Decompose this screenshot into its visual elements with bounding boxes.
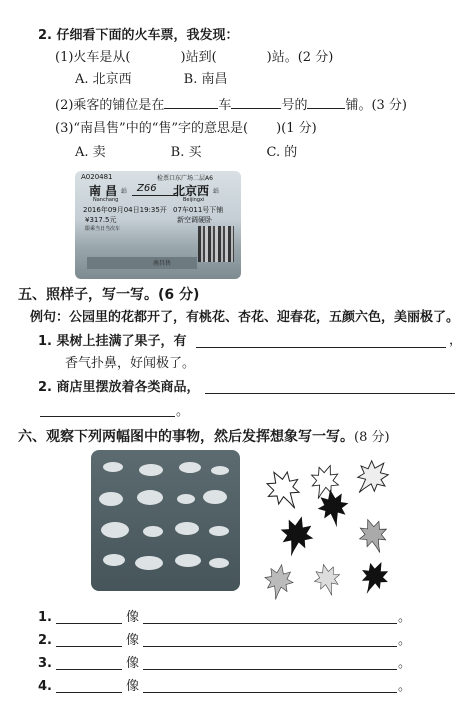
ticket-qr-code <box>198 226 234 262</box>
maple-leaf <box>315 487 352 530</box>
ticket-barcode-strip <box>87 257 197 269</box>
q6-item1-blank2[interactable] <box>143 623 397 624</box>
maple-leaf <box>354 515 393 558</box>
q2-sub1-options: A. 北京西 B. 南昌 <box>75 72 228 87</box>
ticket-from-pinyin: Nanchang <box>93 197 119 203</box>
cloud-shape <box>99 492 123 506</box>
q2-blank-number[interactable] <box>231 96 281 109</box>
ticket-to-pinyin: Beijingxi <box>183 197 205 203</box>
q5-example <box>30 310 459 326</box>
cloud-shape <box>135 556 163 570</box>
q6-title <box>18 428 390 447</box>
q2-blank-car[interactable] <box>164 96 218 109</box>
maple-leaf <box>261 562 295 600</box>
cloud-shape <box>101 522 129 538</box>
q5-item2-a: 2. 商店里摆放着各类商品， <box>38 380 200 395</box>
cloud-shape <box>103 554 125 566</box>
q6-item-number: 4. <box>38 679 52 694</box>
maple-leaf <box>347 453 396 502</box>
cloud-shape <box>175 554 201 567</box>
q2-sub3-options: A. 卖 B. 买 C. 的 <box>75 145 298 160</box>
q6-item-number: 2. <box>38 633 52 648</box>
q6-item3-blank2[interactable] <box>143 669 397 670</box>
q6-item-xiang: 像 <box>126 656 140 671</box>
ticket-to: 北京西 <box>173 184 210 198</box>
q5-item2-answer-line1[interactable] <box>205 393 455 394</box>
q5-item1-b: 香气扑鼻，好闻极了。 <box>65 356 196 371</box>
q2-sub3 <box>55 121 317 137</box>
q2-sub3-a: (3)“南昌售”中的“售”字的意思是( <box>55 121 249 136</box>
cloud-shape <box>139 464 163 476</box>
q2-title: 2. 仔细看下面的火车票，我发现： <box>38 28 239 43</box>
q6-item3-blank1[interactable] <box>56 669 122 670</box>
q6-item-end: 。 <box>398 656 412 671</box>
cloud-shape <box>143 526 163 537</box>
ticket-to-suffix: 站 <box>213 188 220 195</box>
q2-sub2-a: (2)乘客的铺位是在 <box>55 98 165 113</box>
ticket-gate: 检票口东广场二层A6 <box>157 175 213 182</box>
ticket-from-suffix: 站 <box>121 188 128 195</box>
q6-score: (8 分) <box>354 430 390 445</box>
ticket-sold-at: 南昌售 <box>153 260 172 267</box>
clouds-image <box>91 450 240 591</box>
q2-sub2-d: 铺。(3 分) <box>345 98 408 113</box>
q6-item-number: 3. <box>38 656 52 671</box>
q2-sub1-c: )站。(2 分) <box>266 50 334 65</box>
q5-item1-a: 1. 果树上挂满了果子，有 <box>38 334 187 349</box>
ticket-serial: A020481 <box>81 173 113 181</box>
q2-sub2-b: 车 <box>218 98 232 113</box>
ticket-arrow <box>132 195 178 196</box>
q6-item2-blank1[interactable] <box>56 646 122 647</box>
q5-title: 五、照样子，写一写。(6 分) <box>18 287 200 303</box>
q6-item1-blank1[interactable] <box>56 623 122 624</box>
q2-sub1-a: (1)火车是从( <box>55 50 131 65</box>
maple-leaf <box>275 512 318 561</box>
cloud-shape <box>209 526 229 536</box>
q5-item2-end: 。 <box>176 404 190 419</box>
q6-item-xiang: 像 <box>126 633 140 648</box>
q2-blank-berth[interactable] <box>307 96 345 109</box>
q5-item2-answer-line2[interactable] <box>40 416 175 417</box>
ticket-from: 南 昌 <box>89 184 118 198</box>
q6-title-text: 六、观察下列两幅图中的事物，然后发挥想象写一写。 <box>18 429 354 445</box>
cloud-shape <box>211 466 229 475</box>
q5-item1-comma: ， <box>449 333 463 348</box>
q6-item-end: 。 <box>398 679 412 694</box>
q6-item4-blank1[interactable] <box>56 692 122 693</box>
q6-item-end: 。 <box>398 633 412 648</box>
ticket-datetime: 2016年09月04日19:35开 <box>83 206 167 214</box>
q6-item-xiang: 像 <box>126 610 140 625</box>
cloud-shape <box>209 558 229 568</box>
cloud-shape <box>177 494 195 504</box>
q2-sub2-c: 号的 <box>281 98 308 113</box>
cloud-shape <box>203 490 227 504</box>
q2-sub2 <box>55 96 407 114</box>
maple-leaves-image <box>255 450 400 600</box>
ticket-note: 限乘当日当次车 <box>85 226 121 232</box>
q2-sub1-b: )站到( <box>180 50 217 65</box>
ticket-class: 新空调硬卧 <box>177 216 212 224</box>
cloud-shape <box>179 462 201 473</box>
q6-item4-blank2[interactable] <box>143 692 397 693</box>
q2-sub3-b: )(1 分) <box>276 121 317 136</box>
maple-leaf <box>311 561 344 599</box>
q6-item2-blank2[interactable] <box>143 646 397 647</box>
maple-leaf <box>354 556 395 600</box>
q6-item-xiang: 像 <box>126 679 140 694</box>
q5-item1-answer-line[interactable] <box>196 347 446 348</box>
cloud-shape <box>175 522 199 535</box>
train-ticket-image <box>75 171 241 279</box>
cloud-shape <box>103 462 123 472</box>
q6-item-end: 。 <box>398 610 412 625</box>
q5-example-text: 例句：公园里的花都开了，有桃花、杏花、迎春花，五颜六色，美丽极了。 <box>30 310 460 325</box>
q6-item-number: 1. <box>38 610 52 625</box>
cloud-shape <box>137 490 163 505</box>
ticket-seat: 07车011号下铺 <box>173 206 224 214</box>
ticket-train-number: Z66 <box>137 183 157 194</box>
q2-sub1 <box>55 50 333 66</box>
ticket-price: ¥317.5元 <box>85 216 117 224</box>
maple-leaf <box>259 464 309 517</box>
